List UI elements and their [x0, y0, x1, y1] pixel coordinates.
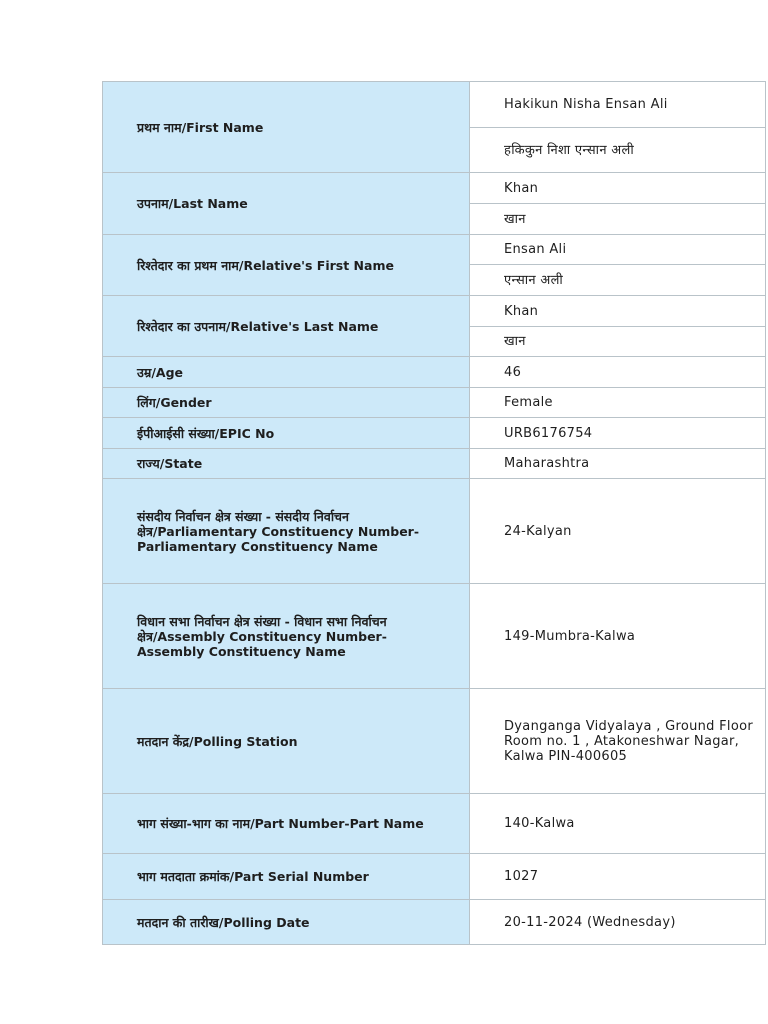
field-value — [470, 357, 766, 388]
field-value — [470, 900, 766, 945]
value-polling-date: 20-11-2024 (Wednesday) — [504, 914, 676, 930]
table-row — [103, 449, 766, 479]
table-row — [103, 82, 766, 128]
table-row — [103, 388, 766, 418]
label-parliamentary-constituency: संसदीय निर्वाचन क्षेत्र संख्या - संसदीय निर्वाचन क्षेत्र/Parliamentary Constituency Number-Parliamentary Constituency Name — [137, 508, 420, 554]
voter-details-table — [102, 81, 766, 945]
table-row — [103, 689, 766, 794]
field-value — [470, 327, 766, 357]
table-row — [103, 235, 766, 265]
label-state: राज्य/State — [137, 456, 203, 471]
value-relative-last-name-en: Khan — [504, 303, 539, 319]
value-last-name-en: Khan — [504, 180, 539, 196]
label-relative-last-name: रिश्तेदार का उपनाम/Relative's Last Name — [137, 318, 379, 334]
field-label — [103, 584, 470, 689]
field-value — [470, 854, 766, 900]
label-part-serial-number: भाग मतदाता क्रमांक/Part Serial Number — [137, 869, 369, 884]
value-relative-first-name-hi: एन्सान अली — [504, 272, 564, 288]
field-label — [103, 479, 470, 584]
table-row — [103, 479, 766, 584]
field-label — [103, 296, 470, 357]
field-label — [103, 388, 470, 418]
label-relative-first-name: रिश्तेदार का प्रथम नाम/Relative's First Name — [137, 257, 394, 273]
field-value — [470, 265, 766, 296]
field-value — [470, 128, 766, 173]
value-state: Maharashtra — [504, 456, 590, 471]
field-value — [470, 449, 766, 479]
field-label — [103, 235, 470, 296]
field-value — [470, 204, 766, 235]
field-label — [103, 82, 470, 173]
label-gender: लिंग/Gender — [137, 395, 212, 410]
table-row — [103, 418, 766, 449]
field-value — [470, 173, 766, 204]
field-value — [470, 689, 766, 794]
field-label — [103, 900, 470, 945]
field-value — [470, 584, 766, 689]
label-age: उम्र/Age — [137, 364, 183, 380]
value-age: 46 — [504, 364, 522, 380]
table-row — [103, 296, 766, 327]
table-row — [103, 173, 766, 204]
value-part-serial-number: 1027 — [504, 869, 539, 884]
value-parliamentary-constituency: 24-Kalyan — [504, 523, 572, 539]
table-row — [103, 900, 766, 945]
label-first-name: प्रथम नाम/First Name — [137, 119, 264, 135]
label-polling-station: मतदान केंद्र/Polling Station — [137, 733, 298, 749]
field-label — [103, 357, 470, 388]
field-value — [470, 82, 766, 128]
table-row — [103, 794, 766, 854]
field-value — [470, 388, 766, 418]
field-label — [103, 418, 470, 449]
label-part-number: भाग संख्या-भाग का नाम/Part Number-Part Name — [137, 816, 424, 831]
value-gender: Female — [504, 395, 553, 410]
value-assembly-constituency: 149-Mumbra-Kalwa — [504, 628, 636, 644]
field-label — [103, 794, 470, 854]
field-label — [103, 689, 470, 794]
field-label — [103, 854, 470, 900]
label-polling-date: मतदान की तारीख/Polling Date — [137, 914, 310, 930]
value-relative-last-name-hi: खान — [504, 334, 526, 349]
label-assembly-constituency: विधान सभा निर्वाचन क्षेत्र संख्या - विधान सभा निर्वाचन क्षेत्र/Assembly Constituency Number-Assembly Constituency Name — [137, 613, 387, 659]
table-row — [103, 357, 766, 388]
value-epic-no: URB6176754 — [504, 425, 593, 441]
value-polling-station: Dyanganga Vidyalaya , Ground Floor Room no. 1 , Atakoneshwar Nagar, Kalwa PIN-400605 — [504, 718, 753, 764]
field-value — [470, 296, 766, 327]
field-value — [470, 479, 766, 584]
label-last-name: उपनाम/Last Name — [137, 196, 248, 211]
field-value — [470, 418, 766, 449]
value-last-name-hi: खान — [504, 211, 526, 227]
table-row — [103, 584, 766, 689]
value-part-number: 140-Kalwa — [504, 816, 575, 831]
value-relative-first-name-en: Ensan Ali — [504, 242, 567, 257]
field-label — [103, 173, 470, 235]
field-label — [103, 449, 470, 479]
value-first-name-en: Hakikun Nisha Ensan Ali — [504, 97, 668, 112]
field-value — [470, 794, 766, 854]
field-value — [470, 235, 766, 265]
value-first-name-hi: हकिकुन निशा एन्सान अली — [504, 142, 634, 158]
label-epic-no: ईपीआईसी संख्या/EPIC No — [137, 425, 275, 441]
table-row — [103, 854, 766, 900]
